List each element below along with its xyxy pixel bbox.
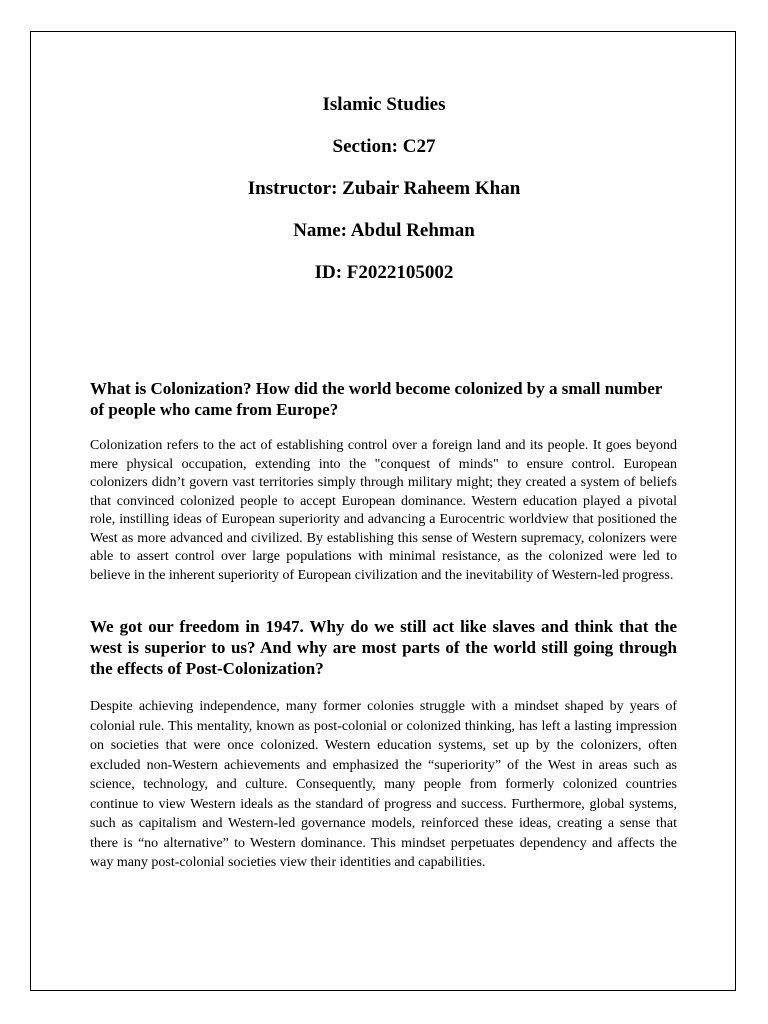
question-2-block	[90, 616, 677, 679]
question-1-block	[90, 378, 677, 420]
instructor-label: Instructor: Zubair Raheem Khan	[247, 178, 521, 199]
answer-2-block	[90, 697, 677, 873]
student-id-label: ID: F2022105002	[314, 262, 454, 283]
student-name-label: Name: Abdul Rehman	[293, 220, 475, 241]
answer-2-paragraph: Despite achieving independence, many former colonies struggle with a mindset shaped by years of colonial rule. This mentality, known as post-colonial or colonized thinking, has left a lasting impression on societies that were once colonized. Western education systems, set up by the colonizers, often excluded non-Western achievements and emphasized the “superiority” of the West in areas such as science, technology, and culture. Consequently, many people from formerly colonized countries continue to view Western ideals as the standard of progress and success. Furthermore, global systems, such as capitalism and Western-led governance models, reinforced these ideas, creating a sense that there is “no alternative” to Western dominance. This mindset perpetuates dependency and affects the way many post-colonial societies view their identities and capabilities.	[90, 699, 677, 870]
question-2-heading: We got our freedom in 1947. Why do we still act like slaves and think that the west is superior to us? And why are most parts of the world still going through the effects of Post-Colonization?	[90, 617, 677, 678]
course-title: Islamic Studies	[322, 94, 446, 115]
answer-1-block	[90, 437, 677, 585]
section-label: Section: C27	[332, 136, 436, 157]
answer-1-paragraph: Colonization refers to the act of establishing control over a foreign land and its people. It goes beyond mere physical occupation, extending into the "conquest of minds" to ensure control. European colonizers didn’t govern vast territories simply through military might; they created a system of beliefs that convinced colonized people to accept European dominance. Western education played a pivotal role, instilling ideas of European superiority and advancing a Eurocentric worldview that positioned the West as more advanced and civilized. By establishing this sense of Western supremacy, colonizers were able to assert control over large populations with minimal resistance, as the colonized were led to believe in the inherent superiority of European civilization and the inevitability of Western-led progress.	[90, 438, 677, 583]
question-1-heading: What is Colonization? How did the world become colonized by a small number of people who came from Europe?	[90, 379, 663, 419]
